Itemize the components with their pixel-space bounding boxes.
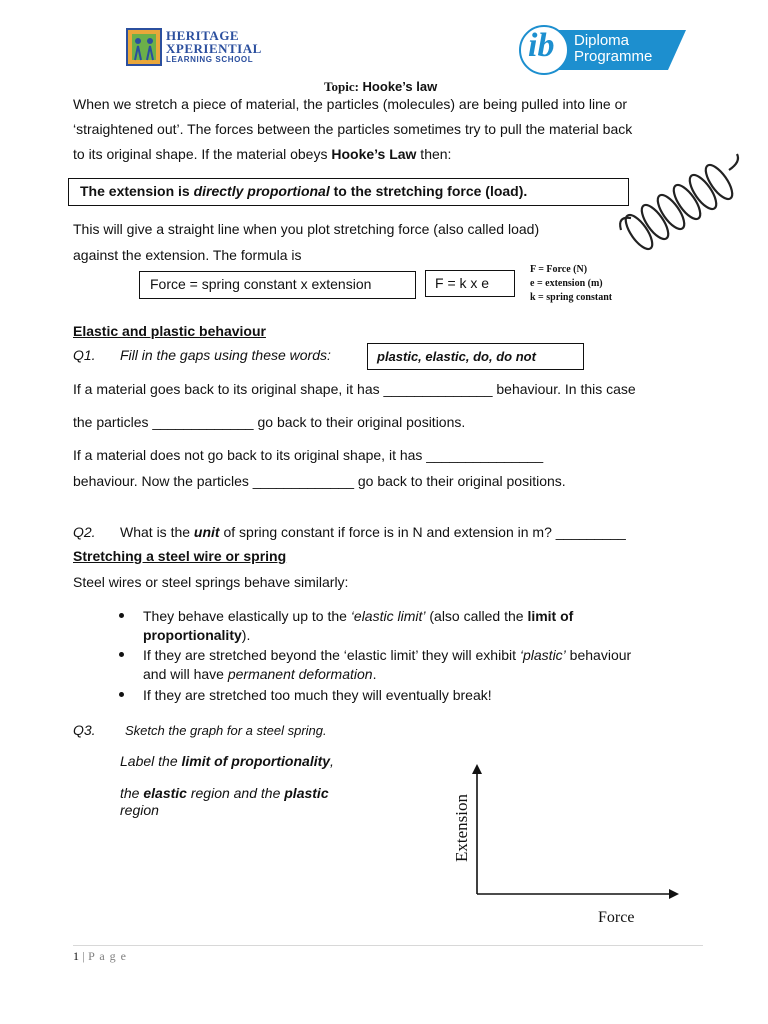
bullet-2-text-c: behaviour xyxy=(565,647,632,663)
school-logo-emblem xyxy=(126,28,162,66)
statement-emphasis: directly proportional xyxy=(193,183,330,199)
bullet-2-line-2 xyxy=(143,666,376,682)
bullet-1-text: They behave elastically up to the xyxy=(143,608,351,624)
intro-line-3-end: then: xyxy=(416,146,452,162)
intro-line-2: ‘straightened out’. The forces between the particles sometimes try to pull the material back xyxy=(73,121,633,137)
statement-text xyxy=(80,183,527,199)
ib-logo-mark: ib xyxy=(528,27,555,64)
school-logo-line3: LEARNING SCHOOL xyxy=(166,55,254,64)
school-logo-line2: XPERIENTIAL xyxy=(166,41,262,56)
bullet-1-end: ). xyxy=(241,627,251,643)
steel-intro: Steel wires or steel springs behave similarly: xyxy=(73,574,349,590)
bullet-2-text: If they are stretched beyond the ‘elastic limit’ they will exhibit xyxy=(143,647,520,663)
q3-label: Q3. xyxy=(73,722,96,738)
q3-limit-term: limit of proportionality xyxy=(181,753,331,769)
graph-axes xyxy=(465,762,685,902)
bullet-2-text-d: and will have xyxy=(143,666,228,682)
q2-text-c: of spring constant if force is in N and extension in m? _________ xyxy=(219,524,626,540)
page-word: P a g e xyxy=(88,949,127,963)
y-axis-label: Extension xyxy=(452,794,471,862)
statement-part-a: The extension is xyxy=(80,183,194,199)
q3-text: Sketch the graph for a steel spring. xyxy=(125,723,327,738)
bullet-1-line-1 xyxy=(143,608,573,624)
intro-line-1: When we stretch a piece of material, the particles (molecules) are being pulled into line or xyxy=(73,96,628,112)
legend-force: F = Force (N) xyxy=(530,264,588,275)
q1-label: Q1. xyxy=(73,347,96,363)
q2-label: Q2. xyxy=(73,524,96,540)
gap-line-1: If a material goes back to its original shape, it has ______________ behaviour. In this case xyxy=(73,381,636,397)
gap-line-3: If a material does not go back to its original shape, it has _______________ xyxy=(73,447,544,463)
elastic-heading: Elastic and plastic behaviour xyxy=(73,323,266,339)
bullet-2-line-1 xyxy=(143,647,631,663)
formula-symbols: F = k x e xyxy=(435,275,490,291)
ib-logo-line2: Programme xyxy=(574,48,653,65)
footer-divider xyxy=(73,945,703,946)
gap-line-2: the particles _____________ go back to their original positions. xyxy=(73,414,466,430)
q2-text xyxy=(120,524,626,540)
y-axis-arrow xyxy=(472,764,482,774)
q2-unit-term: unit xyxy=(193,524,220,540)
bullet-dot-3 xyxy=(119,692,124,697)
q2-text-a: What is the xyxy=(120,524,194,540)
ib-logo-line1: Diploma xyxy=(574,32,630,49)
q3-elastic-term: elastic xyxy=(143,785,187,801)
bullet-dot-1 xyxy=(119,613,124,618)
school-logo xyxy=(126,28,286,68)
elastic-limit-term: ‘elastic limit’ xyxy=(350,608,426,624)
bullet-3: If they are stretched too much they will eventually break! xyxy=(143,687,492,703)
q3-line-1-c: , xyxy=(330,753,334,769)
legend-spring-constant: k = spring constant xyxy=(530,292,613,303)
limit-of-term: limit of xyxy=(527,608,574,624)
q3-line-2-a: the xyxy=(120,785,144,801)
legend-extension: e = extension (m) xyxy=(530,278,603,289)
gap-line-4: behaviour. Now the particles _____________ go back to their original positions. xyxy=(73,473,566,489)
q3-line-1 xyxy=(120,753,334,769)
intro-line-3 xyxy=(73,146,451,162)
plot-line-1: This will give a straight line when you plot stretching force (also called load) xyxy=(73,221,540,237)
spring-illustration xyxy=(617,152,747,264)
topic-label: Topic: xyxy=(324,79,359,94)
plastic-term: ‘plastic’ xyxy=(519,647,566,663)
q3-plastic-term: plastic xyxy=(284,785,329,801)
q3-line-2-c: region and the xyxy=(186,785,285,801)
page-separator: | xyxy=(82,949,85,963)
x-axis-arrow xyxy=(669,889,679,899)
plot-line-2: against the extension. The formula is xyxy=(73,247,302,263)
permanent-deformation-term: permanent deformation xyxy=(227,666,373,682)
q3-line-2 xyxy=(120,785,329,801)
bullet-dot-2 xyxy=(119,652,124,657)
steel-heading: Stretching a steel wire or spring xyxy=(73,548,287,564)
word-bank: plastic, elastic, do, do not xyxy=(377,349,536,364)
page-title xyxy=(324,79,437,95)
hookes-law-term: Hooke’s Law xyxy=(331,146,417,162)
bullet-1-line-2 xyxy=(143,627,250,643)
ib-logo xyxy=(518,24,690,76)
q3-line-3: region xyxy=(120,802,159,818)
bullet-2-end: . xyxy=(372,666,377,682)
q1-text: Fill in the gaps using these words: xyxy=(120,347,331,363)
q3-line-1-a: Label the xyxy=(120,753,182,769)
intro-line-3-text: to its original shape. If the material obeys xyxy=(73,146,332,162)
formula-words: Force = spring constant x extension xyxy=(150,276,372,292)
statement-part-c: to the stretching force (load). xyxy=(329,183,528,199)
x-axis-label: Force xyxy=(598,909,635,926)
topic-title: Hooke’s law xyxy=(362,79,438,94)
school-logo-line1: HERITAGE xyxy=(166,28,240,43)
page-footer xyxy=(73,949,127,964)
proportionality-term: proportionality xyxy=(143,627,242,643)
bullet-1-text-c: (also called the xyxy=(425,608,528,624)
page-number: 1 xyxy=(73,949,79,963)
